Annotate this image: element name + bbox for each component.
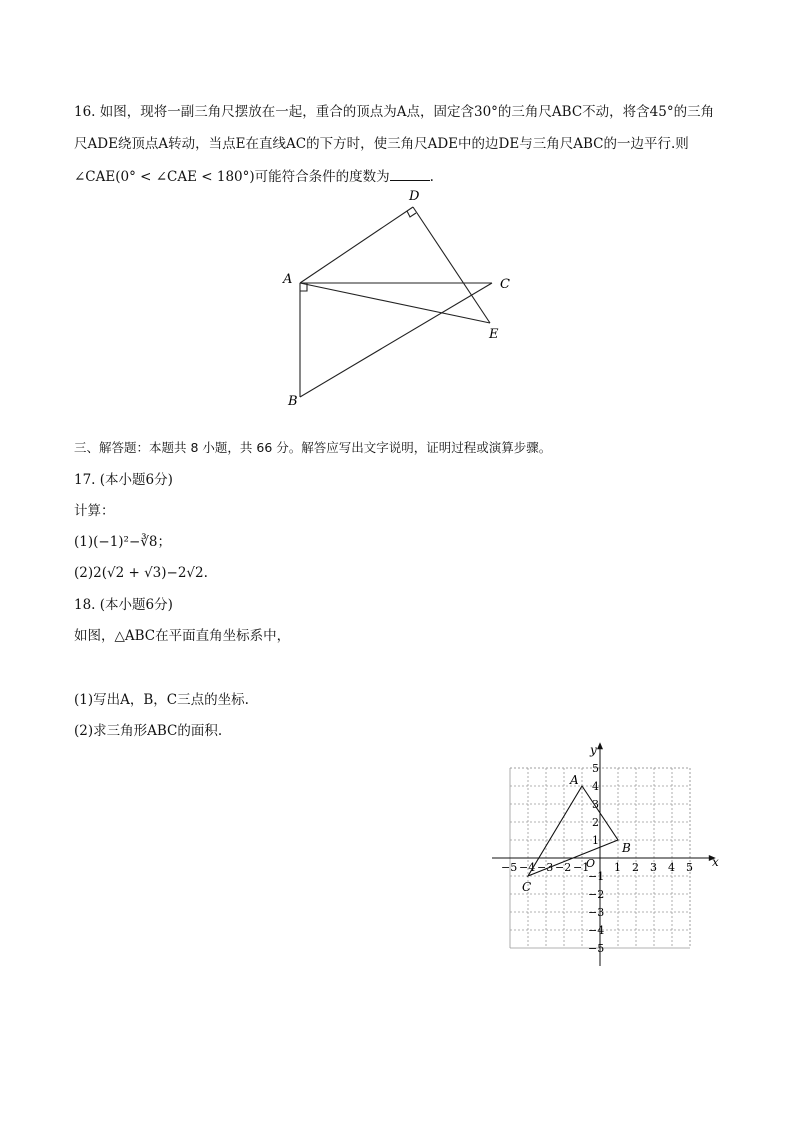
x-tick-label: −3 bbox=[537, 861, 554, 874]
x-tick-label: −1 bbox=[573, 861, 590, 874]
x-tick-label: −4 bbox=[519, 861, 536, 874]
q16-line-3-end: . bbox=[429, 169, 434, 185]
point-label-B: B bbox=[622, 841, 631, 855]
right-angle-mark-D bbox=[407, 211, 416, 217]
y-tick-label: −2 bbox=[588, 888, 605, 901]
x-tick-label: 2 bbox=[632, 861, 639, 874]
q16-line-2: 尺ADE绕顶点A转动，当点E在直线AC的下方时，使三角尺ADE中的边DE与三角尺ABC的一边平行.则 bbox=[74, 136, 689, 152]
q18-item-2: (2)求三角形ABC的面积. bbox=[74, 723, 223, 739]
x-tick-label: 5 bbox=[686, 861, 693, 874]
y-tick-label: −1 bbox=[588, 870, 605, 883]
x-tick-label: 3 bbox=[650, 861, 657, 874]
y-tick-label: −5 bbox=[588, 942, 605, 955]
segment-AE bbox=[300, 283, 490, 323]
origin-label: O bbox=[586, 857, 596, 870]
x-axis-label: x bbox=[712, 855, 719, 869]
segment-AD bbox=[300, 207, 413, 283]
x-tick-label: −5 bbox=[501, 861, 518, 874]
y-tick-label: 1 bbox=[592, 834, 599, 847]
y-axis-label: y bbox=[590, 743, 597, 757]
y-tick-label: −4 bbox=[588, 924, 605, 937]
q17-item-1: (1)(−1)²−∛8； bbox=[74, 534, 171, 550]
label-C: C bbox=[500, 277, 510, 292]
q17-item-2: (2)2(√2 + √3)−2√2. bbox=[74, 565, 208, 581]
y-tick-label: 4 bbox=[592, 780, 599, 793]
y-tick-label: 5 bbox=[592, 762, 599, 775]
section-3-title: 三、解答题：本题共 8 小题，共 66 分。解答应写出文字说明，证明过程或演算步骤。 bbox=[74, 440, 552, 455]
label-E: E bbox=[489, 327, 499, 342]
q18-head: 18. (本小题6分) bbox=[74, 597, 173, 613]
point-label-A: A bbox=[570, 773, 579, 787]
y-tick-label: 2 bbox=[592, 816, 599, 829]
q16-line-1: 16. 如图，现将一副三角尺摆放在一起，重合的顶点为A点，固定含30°的三角尺ABC不动，将含45°的三角 bbox=[74, 104, 715, 120]
point-label-C: C bbox=[522, 880, 532, 894]
coordinate-grid bbox=[490, 738, 730, 966]
answer-blank bbox=[390, 166, 430, 181]
segment-DE bbox=[413, 207, 490, 323]
x-tick-label: 4 bbox=[668, 861, 675, 874]
y-axis-arrow bbox=[597, 742, 603, 749]
label-B: B bbox=[288, 394, 298, 409]
label-D: D bbox=[409, 189, 420, 204]
q16-line-3-text: ∠CAE(0° < ∠CAE < 180°)可能符合条件的度数为 bbox=[74, 169, 390, 185]
q18-item-1: (1)写出A，B，C三点的坐标. bbox=[74, 692, 249, 708]
q17-head: 17. (本小题6分) bbox=[74, 472, 173, 488]
label-A: A bbox=[283, 272, 293, 287]
segment-BC bbox=[300, 283, 492, 397]
y-tick-label: −3 bbox=[588, 906, 605, 919]
q17-prompt: 计算： bbox=[74, 503, 115, 519]
x-tick-label: 1 bbox=[614, 861, 621, 874]
y-tick-label: 3 bbox=[592, 798, 599, 811]
x-tick-label: −2 bbox=[555, 861, 572, 874]
q18-prompt: 如图，△ABC在平面直角坐标系中， bbox=[74, 628, 291, 644]
triangle-figure bbox=[270, 180, 530, 415]
